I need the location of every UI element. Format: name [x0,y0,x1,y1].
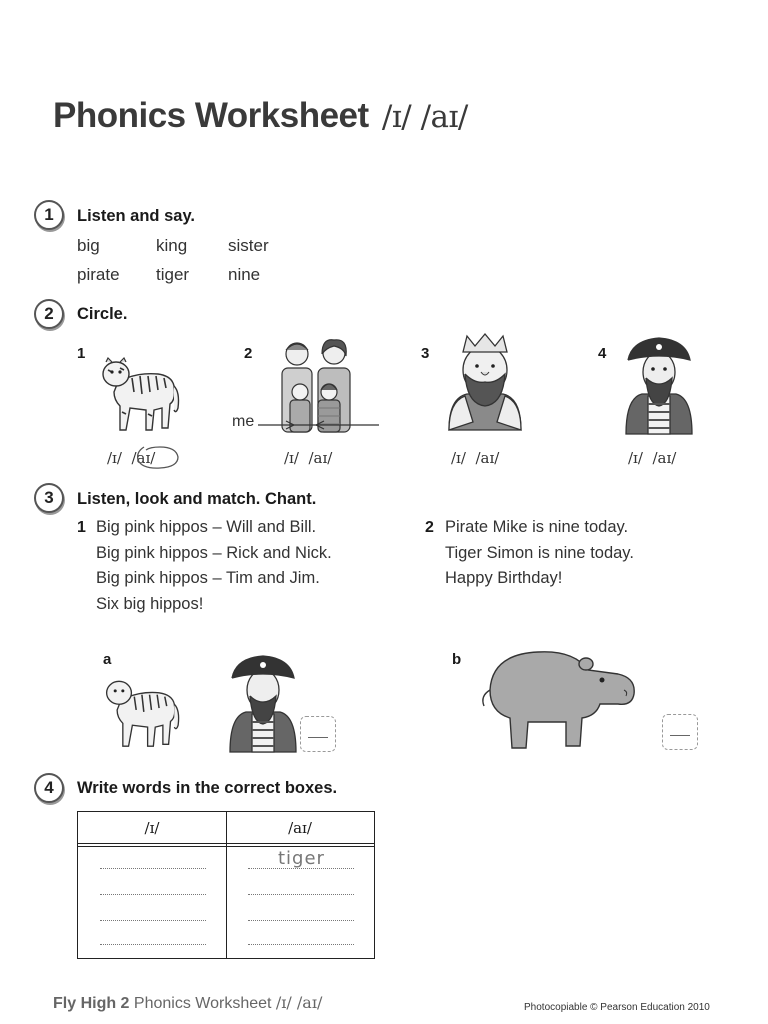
item-number: 2 [244,345,253,362]
word: sister [228,236,269,255]
item-number: 3 [421,345,430,362]
section-4-number: 4 [34,773,64,803]
page-title [53,96,468,136]
pirate-illustration [226,652,300,752]
page-title-ipa: /ɪ/ /aɪ/ [381,99,468,135]
section-2-title: Circle. [77,305,128,323]
picture-letter: a [103,651,112,668]
write-line[interactable] [100,868,206,869]
item-number: 4 [598,345,607,362]
word: tiger [156,265,190,284]
section-1-number: 1 [34,200,64,230]
sound-options [284,449,332,467]
pointer-arrow-icon [258,417,382,431]
words-table [77,811,375,959]
me-label: me [232,413,255,430]
hippo-illustration [478,644,638,752]
footer-brand [53,993,322,1013]
write-line[interactable] [100,920,206,921]
chant-number: 1 [77,519,86,536]
chant-number: 2 [425,519,434,536]
write-line[interactable] [248,894,354,895]
write-line[interactable] [248,868,354,869]
chant-line: Tiger Simon is nine today. [445,543,634,562]
footer-brand-ipa: /ɪ/ /aɪ/ [275,993,323,1012]
sound-options [628,449,676,467]
option-long-i[interactable]: /aɪ/ [308,449,333,467]
option-long-i[interactable]: /aɪ/ [131,449,156,467]
answer-box-a[interactable] [300,716,336,752]
item-number: 1 [77,345,86,362]
chant-line: Pirate Mike is nine today. [445,518,629,536]
tiger-illustration [98,668,182,750]
footer-copyright: Photocopiable © Pearson Education 2010 [524,1002,710,1013]
write-line[interactable] [100,894,206,895]
option-short-i[interactable]: /ɪ/ [628,449,643,467]
section-3-title: Listen, look and match. Chant. [77,490,317,508]
chant-line: Big pink hippos – Tim and Jim. [96,569,320,587]
king-illustration [445,332,525,432]
section-4-title: Write words in the correct boxes. [77,779,338,797]
word: big [77,236,100,255]
option-short-i[interactable]: /ɪ/ [107,449,122,467]
option-long-i[interactable]: /aɪ/ [652,449,677,467]
tiger-illustration [96,348,180,434]
option-long-i[interactable]: /aɪ/ [475,449,500,467]
footer-brand-bold: Fly High 2 [53,995,130,1012]
picture-letter: b [452,651,462,668]
answer-box-b[interactable] [662,714,698,750]
sound-options [451,449,499,467]
example-word: tiger [278,848,325,869]
pirate-illustration [622,334,696,434]
chant-2 [445,515,634,592]
word: pirate [77,265,120,284]
circle-mark-icon [134,442,182,472]
chant-1 [96,515,332,617]
section-1-title: Listen and say. [77,207,195,225]
page-title-text: Phonics Worksheet [53,96,369,135]
word: king [156,236,188,255]
option-short-i[interactable]: /ɪ/ [284,449,299,467]
column-header-long-i: /aɪ/ [288,819,312,837]
chant-line: Big pink hippos – Will and Bill. [96,518,317,536]
chant-line: Six big hippos! [96,594,204,613]
write-line[interactable] [248,944,354,945]
word: nine [228,265,261,284]
column-header-short-i: /ɪ/ [144,819,160,837]
section-2-number: 2 [34,299,64,329]
chant-line: Happy Birthday! [445,569,563,587]
write-line[interactable] [248,920,354,921]
option-short-i[interactable]: /ɪ/ [451,449,466,467]
section-3-number: 3 [34,483,64,513]
chant-line: Big pink hippos – Rick and Nick. [96,543,332,562]
footer-brand-text: Phonics Worksheet [133,995,272,1012]
write-line[interactable] [100,944,206,945]
